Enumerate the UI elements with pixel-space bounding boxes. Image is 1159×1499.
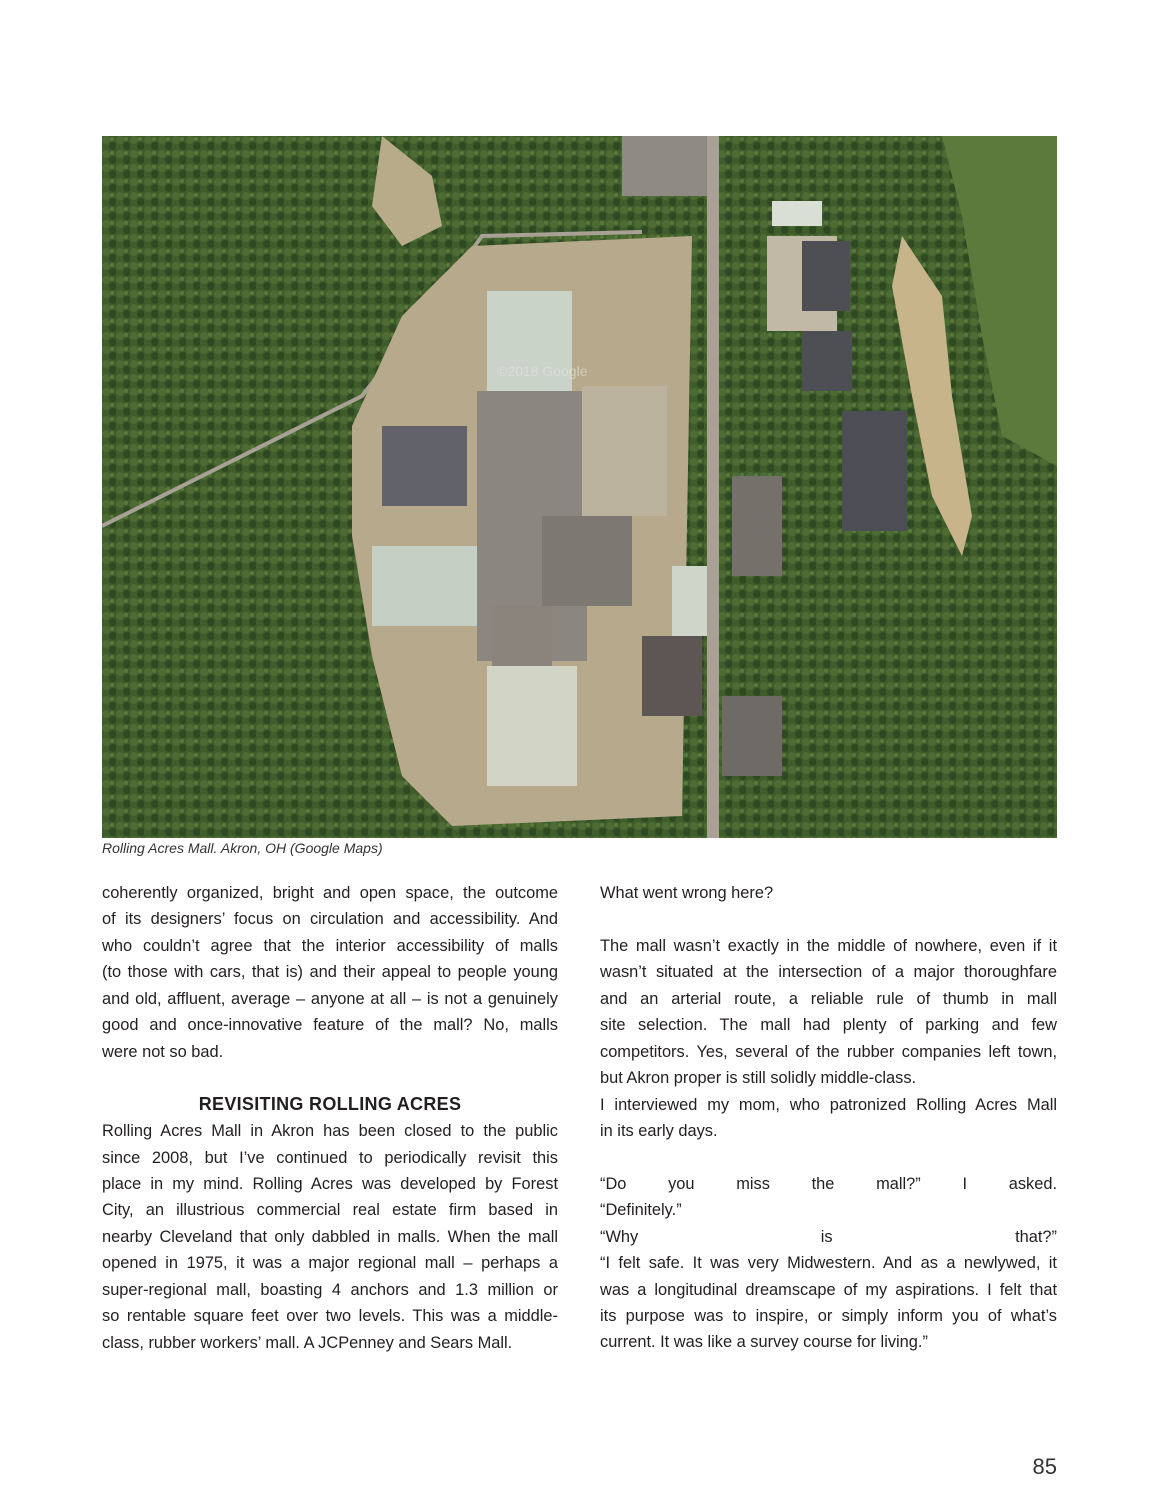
text-line: and old, affluent, average – anyone at all – is not a genuinely [102, 989, 558, 1008]
text-line: coherently organized, bright and open space, the outcome [102, 884, 558, 902]
text-line: who couldn’t agree that the interior accessibility of malls [102, 936, 558, 955]
text-line: site selection. The mall had plenty of parking and few [600, 1016, 1057, 1035]
text-line: place in my mind. Rolling Acres was developed by Forest [102, 1174, 558, 1193]
anchor-roof [487, 291, 572, 396]
text-line: “Why is that?” [600, 1227, 1057, 1246]
right-column [600, 880, 1057, 1356]
text-line: of its designers’ focus on circulation and accessibility. And [102, 910, 558, 929]
text-line: wasn’t situated at the intersection of a major thoroughfare [600, 963, 1057, 982]
text-line: so rentable square feet over two levels. This was a middle- [102, 1307, 558, 1326]
section-heading: REVISITING ROLLING ACRES [198, 1094, 462, 1115]
text-line: good and once-innovative feature of the mall? No, malls [102, 1016, 558, 1035]
anchor-roof [372, 546, 477, 626]
text-line: super-regional mall, boasting 4 anchors and 1.3 million or [102, 1280, 558, 1299]
anchor-roof [382, 426, 467, 506]
text-line: nearby Cleveland that only dabbled in malls. When the mall [102, 1227, 558, 1246]
text-line: “Definitely.” [600, 1201, 682, 1220]
map-watermark: ©2018 Google [497, 363, 588, 379]
text-line: were not so bad. [102, 1042, 224, 1061]
text-line: class, rubber workers’ mall. A JCPenney and Sears Mall. [102, 1333, 513, 1352]
text-line: Rolling Acres Mall in Akron has been closed to the public [102, 1122, 558, 1141]
mall-building [542, 516, 632, 606]
text-line: I interviewed my mom, who patronized Rolling Acres Mall [600, 1095, 1057, 1114]
text-line: its purpose was to inspire, or simply inform you of what’s [600, 1307, 1057, 1325]
text-line: What went wrong here? [600, 884, 774, 902]
aerial-photo-rolling-acres-mall [102, 136, 1057, 838]
page-number: 85 [1032, 1454, 1057, 1479]
text-line: was a longitudinal dreamscape of my aspirations. I felt that [600, 1280, 1057, 1299]
paragraph-gap [600, 906, 1057, 932]
figure-caption: Rolling Acres Mall. Akron, OH (Google Maps) [102, 840, 383, 856]
text-line: but Akron proper is still solidly middle-class. [600, 1069, 917, 1088]
text-line: City, an illustrious commercial real estate firm based in [102, 1201, 558, 1220]
paragraph-gap [600, 1144, 1057, 1170]
text-line: since 2008, but I’ve continued to periodically revisit this [102, 1148, 558, 1167]
text-line: in its early days. [600, 1121, 718, 1140]
text-line: and an arterial route, a reliable rule of thumb in mall [600, 989, 1057, 1008]
text-line: (to those with cars, that is) and their appeal to people young [102, 963, 558, 982]
left-column [102, 880, 558, 1356]
road [707, 136, 719, 838]
text-line: The mall wasn’t exactly in the middle of nowhere, even if it [600, 936, 1057, 955]
text-line: opened in 1975, it was a major regional mall – perhaps a [102, 1254, 558, 1273]
text-line: “I felt safe. It was very Midwestern. And as a newlywed, it [600, 1254, 1057, 1273]
text-line: competitors. Yes, several of the rubber companies left town, [600, 1042, 1057, 1061]
text-line: current. It was like a survey course for living.” [600, 1333, 928, 1352]
text-line: “Do you miss the mall?” I asked. [600, 1174, 1057, 1193]
